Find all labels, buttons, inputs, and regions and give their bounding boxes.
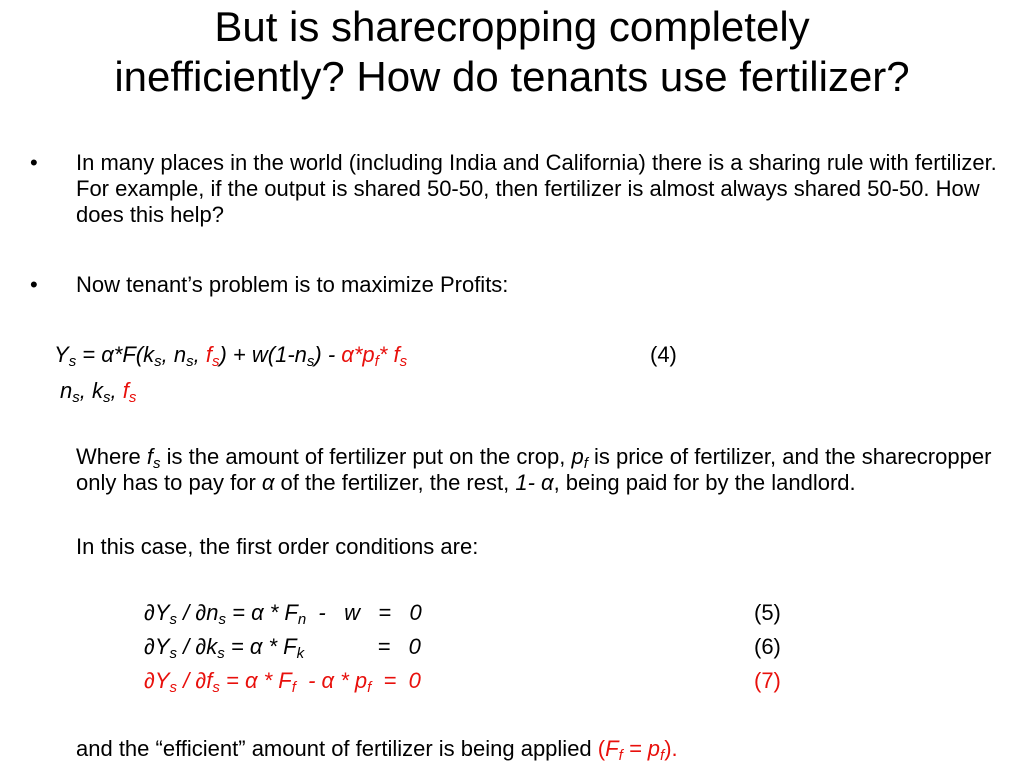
para-sub: f <box>618 747 623 764</box>
bullet-icon: • <box>30 150 38 175</box>
para-sub: f <box>660 747 665 764</box>
eq-sub: s <box>217 645 225 662</box>
eq-term: ∂Y <box>144 668 170 693</box>
para-text: Where <box>76 444 147 469</box>
where-paragraph <box>76 444 1006 496</box>
equation-4 <box>54 342 407 368</box>
eq-sub: s <box>169 679 178 696</box>
eq-term: n <box>60 378 73 403</box>
foc-equation-6 <box>144 634 421 660</box>
para-sub: s <box>153 455 161 472</box>
para-var: = p <box>622 736 661 761</box>
eq-term: ) + w(1-n <box>219 342 307 367</box>
foc-equation-7 <box>144 668 421 694</box>
conclusion <box>76 736 678 762</box>
eq-term: ∂Y <box>144 600 170 625</box>
eq-term: = α * F <box>226 600 298 625</box>
eq-term: , <box>193 342 206 367</box>
eq-sub: f <box>291 679 296 696</box>
para-text: . <box>671 736 678 761</box>
para-text: , being paid for by the landlord. <box>553 470 856 495</box>
eq-sub: s <box>102 389 111 406</box>
eq-term: , k <box>79 378 103 403</box>
eq-term: / ∂k <box>177 634 218 659</box>
para-text: ( <box>597 736 606 761</box>
eq-sub: s <box>128 389 137 406</box>
equation-number-4: (4) <box>650 342 677 367</box>
para-text: and the “efficient” amount of fertilizer is being applied <box>76 736 598 761</box>
equation-number-6: (6) <box>754 634 781 659</box>
eq-sub: s <box>218 611 226 628</box>
para-var: p <box>571 444 584 469</box>
eq-term: , <box>110 378 123 403</box>
eq-term: = α * F <box>219 668 292 693</box>
bullet-text: Now tenant’s problem is to maximize Profits: <box>76 272 509 297</box>
equation-number-7: (7) <box>754 668 781 693</box>
bullet-text: In many places in the world (including India and California) there is a sharing rule with fertilizer. For example, if the output is shared 50-50, then fertilizer is almost always shared 50-50. How does this help? <box>76 150 997 227</box>
para-sub: f <box>583 455 588 472</box>
slide-title <box>0 2 1024 102</box>
eq-term: = 0 <box>371 668 421 693</box>
eq-sub: f <box>374 353 379 370</box>
eq-term: = 0 <box>304 634 421 659</box>
foc-equation-5 <box>144 600 422 626</box>
eq-fertilizer: f <box>205 342 212 367</box>
choice-variables <box>60 378 136 404</box>
eq-sub: s <box>72 389 80 406</box>
para-text: is the amount of fertilizer put on the crop, <box>160 444 572 469</box>
para-var: F <box>605 736 619 761</box>
eq-sub: s <box>306 353 315 370</box>
eq-term: ) - <box>314 342 342 367</box>
para-text: ) <box>664 736 672 761</box>
para-var: α <box>541 470 554 495</box>
eq-fertilizer: f <box>122 378 129 403</box>
para-var: 1- <box>515 470 542 495</box>
eq-term: - w = 0 <box>306 600 422 625</box>
eq-fertilizer-cost: * f <box>378 342 400 367</box>
bullet-icon: • <box>30 272 38 297</box>
eq-term: ∂Y <box>144 634 170 659</box>
eq-sub: n <box>297 611 307 628</box>
eq-sub: s <box>186 353 194 370</box>
eq-term: = α * F <box>224 634 297 659</box>
equation-number-5: (5) <box>754 600 781 625</box>
eq-term: = α*F(k <box>76 342 155 367</box>
eq-fertilizer-cost: α*p <box>341 342 375 367</box>
eq-sub: s <box>212 679 220 696</box>
eq-sub: s <box>211 353 220 370</box>
para-var: α <box>261 470 275 495</box>
para-text: is price of fertilizer, and the sharecropper only has to pay for <box>76 444 992 495</box>
para-var: f <box>146 444 154 469</box>
eq-sub: s <box>154 353 162 370</box>
eq-y: Y <box>54 342 69 367</box>
eq-sub: s <box>68 353 77 370</box>
eq-term: - α * p <box>295 668 368 693</box>
eq-sub: s <box>169 611 178 628</box>
eq-term: / ∂n <box>177 600 219 625</box>
eq-sub: f <box>367 679 372 696</box>
eq-sub: s <box>169 645 178 662</box>
eq-term: , n <box>161 342 187 367</box>
foc-intro: In this case, the first order conditions are: <box>76 534 479 559</box>
eq-sub: s <box>399 353 408 370</box>
para-text: of the fertilizer, the rest, <box>274 470 516 495</box>
title-line-2: inefficiently? How do tenants use fertilizer? <box>114 53 910 100</box>
title-line-1: But is sharecropping completely <box>214 3 810 50</box>
eq-term: / ∂f <box>177 668 213 693</box>
eq-sub: k <box>296 645 305 662</box>
